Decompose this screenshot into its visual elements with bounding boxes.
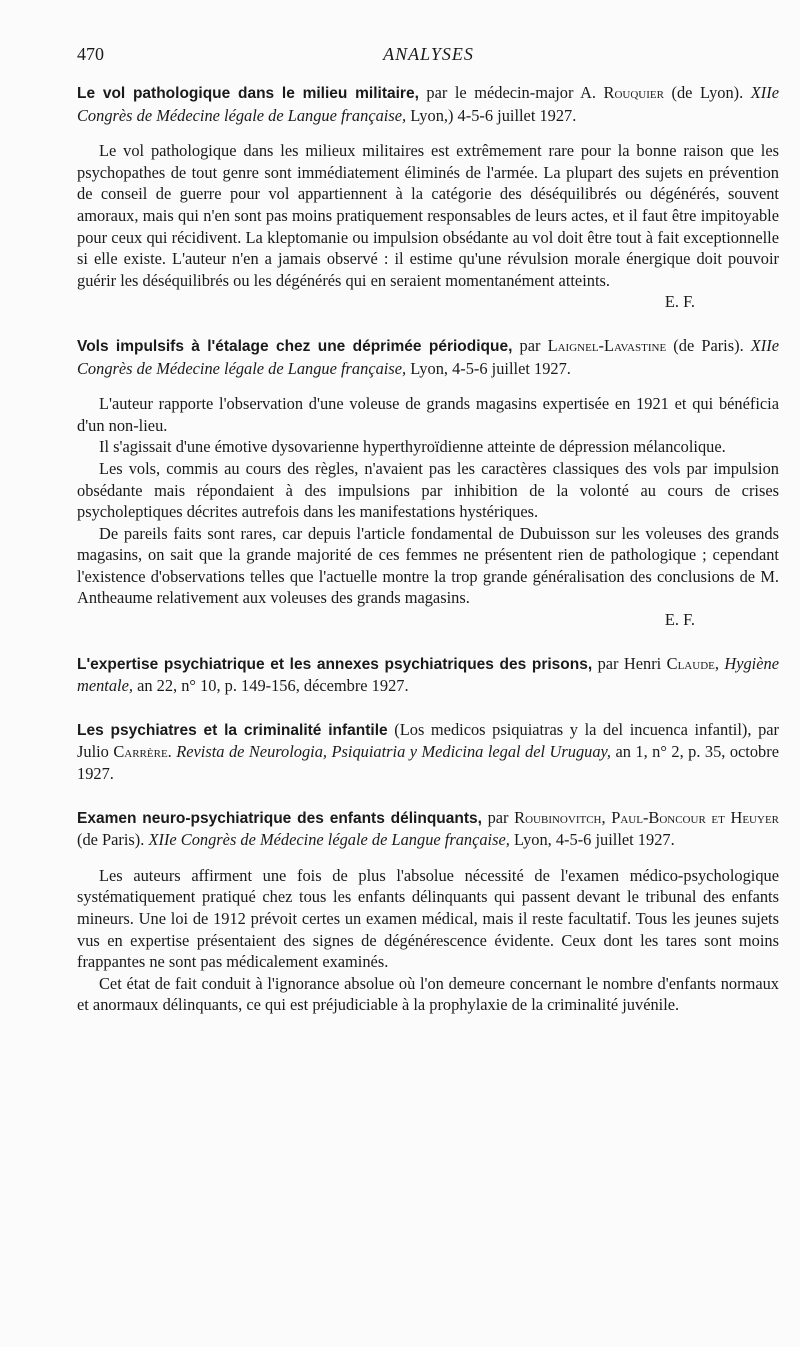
abstract-entry (77, 653, 779, 697)
running-title: ANALYSES (383, 44, 474, 64)
abstract-entry (77, 335, 779, 631)
abstract-paragraph: Les auteurs affirment une fois de plus l'absolue nécessité de l'examen médico-psychologique systématiquement pratiqué chez tous les enfants délinquants qui passent devant le tribunal des enfants mineurs. Une loi de 1912 prévoit certes un examen médical, mais il reste facultatif. Tous les jeunes sujets vus en expertise présentaient des signes de dégénérescence évidente. Ceux dont les tares sont moins frappantes ne sont pas médicalement examinés. (77, 865, 779, 972)
author-affiliation: (de Lyon). (663, 83, 751, 102)
abstract-entry (77, 807, 779, 1016)
abstract-entry (77, 719, 779, 785)
entry-title: Les psychiatres et la criminalité infantile (77, 721, 388, 739)
source-details: an 22, n° 10, p. 149-156, décembre 1927. (132, 676, 409, 696)
source-title: XIIe Congrès de Médecine légale de Langue française, (77, 335, 780, 378)
author-name: Roubinovitch, Paul-Boncour et Heuyer (514, 807, 779, 827)
author-affiliation: (de Paris). (666, 335, 751, 355)
author-name: Laignel-Lavastine (547, 335, 667, 355)
abstract-paragraph: Il s'agissait d'une émotive dysovarienne hyperthyroïdienne atteinte de dépression mélancolique. (99, 437, 726, 457)
source-details: Lyon, 4-5-6 juillet 1927. (509, 830, 675, 850)
reviewer-signature: E. F. (664, 610, 695, 630)
author-affiliation: . (167, 742, 177, 762)
article-list (77, 82, 779, 1038)
author-prefix: par Henri (592, 653, 667, 673)
citation (77, 335, 779, 379)
entry-title: Vols impulsifs à l'étalage chez une déprimée périodique, (77, 337, 513, 355)
source-title: Hygiène mentale, (77, 653, 779, 696)
author-prefix: (Los medicos psiquiatras y la del incuenca infantil), par Julio (77, 719, 779, 762)
source-details: Lyon, 4-5-6 juillet 1927. (406, 358, 571, 378)
abstract-paragraph: Le vol pathologique dans les milieux militaires est extrêmement rare pour la bonne raison que les psychopathes de tout genre sont immédiatement éliminés de l'armée. La plupart des sujets en prévention de conseil de guerre pour vol appartiennent à la catégorie des déséquilibrés ou dégénérés, souvent amoraux, mais qui n'en sont pas moins pratiquement responsables de leurs actes, et il faut être impitoyable pour ceux qui récidivent. La kleptomanie ou impulsion obsédante au vol doit être tout à fait exceptionnelle si elle existe. L'auteur n'en a jamais observé : il estime qu'une révulsion morale énergique doit pouvoir guérir les déséquilibrés ou les dégénérés qui en seraient momentanément atteints. (77, 141, 779, 290)
author-prefix: par le médecin-major A. (418, 83, 604, 102)
source-details: Lyon,) 4-5-6 juillet 1927. (406, 105, 577, 125)
source-title: XIIe Congrès de Médecine légale de Langue française, (148, 830, 510, 850)
abstract-paragraph: L'auteur rapporte l'observation d'une voleuse de grands magasins expertisée en 1921 et qui bénéficia d'un non-lieu. (77, 394, 779, 435)
citation (77, 82, 779, 126)
author-prefix: par (512, 335, 548, 355)
source-title: Revista de Neurologia, Psiquiatria y Medicina legal del Uruguay, (176, 742, 612, 762)
citation (77, 807, 779, 851)
author-prefix: par (481, 807, 515, 827)
entry-title: Le vol pathologique dans le milieu militaire, (77, 85, 419, 102)
abstract-paragraph: Les vols, commis au cours des règles, n'avaient pas les caractères classiques des vols par impulsion obsédante mais répondaient à des impulsions par inhibition de la volonté au cours de crises psycholeptiques décrites autrefois dans les manifestations hystériques. (77, 458, 779, 522)
citation (77, 653, 779, 697)
author-affiliation: (de Paris). (77, 830, 149, 850)
citation (77, 719, 779, 785)
abstract-entry (77, 82, 779, 313)
author-name: Claude (666, 653, 715, 673)
entry-title: L'expertise psychiatrique et les annexes psychiatriques des prisons, (77, 655, 593, 673)
abstract-paragraph: De pareils faits sont rares, car depuis l'article fondamental de Dubuisson sur les voleuses des grands magasins, on sait que la grande majorité de ces femmes ne présentent rien de pathologique ; cependant l'existence d'observations telles que l'actuelle montre la trop grande généralisation des conclusions de M. Antheaume relativement aux voleuses des grands magasins. (77, 523, 779, 608)
page-header (77, 44, 780, 68)
source-details: an 1, n° 2, p. 35, octobre 1927. (77, 742, 779, 784)
source-title: XIIe Congrès de Médecine légale de Langue française, (77, 83, 779, 125)
page-number: 470 (77, 44, 104, 64)
author-name: Rouquier (603, 83, 664, 102)
reviewer-signature: E. F. (664, 292, 695, 312)
entry-title: Examen neuro-psychiatrique des enfants délinquants, (77, 809, 482, 827)
abstract-paragraph: Cet état de fait conduit à l'ignorance absolue où l'on demeure concernant le nombre d'enfants normaux et anormaux délinquants, ce qui est préjudiciable à la prophylaxie de la criminalité juvénile. (77, 973, 779, 1015)
author-name: Carrère (113, 742, 168, 762)
author-affiliation: , (714, 653, 725, 673)
